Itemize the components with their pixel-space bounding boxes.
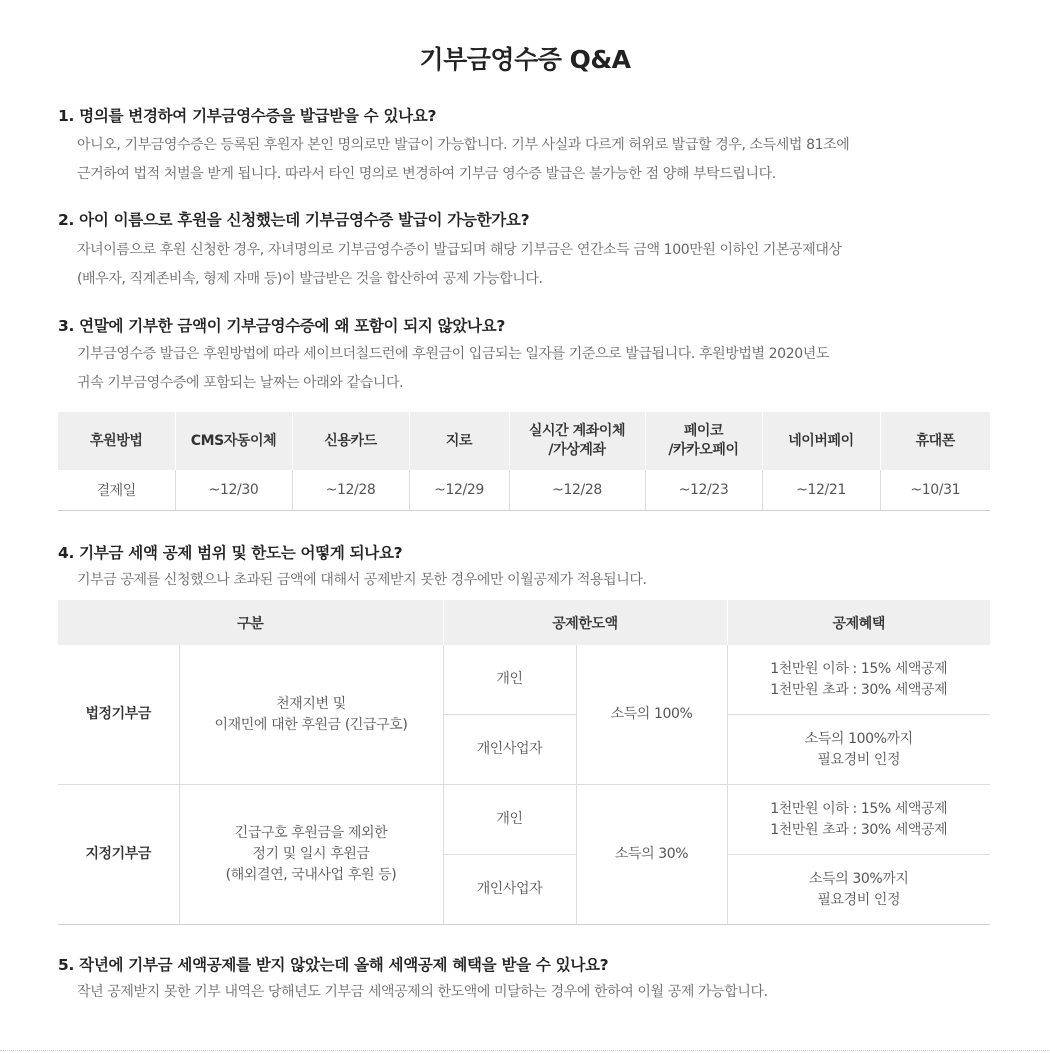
faq-answer-5 [77,978,997,1007]
answer-line: 귀속 기부금영수증에 포함되는 날짜는 아래와 같습니다. [77,375,404,391]
deduction-table-header: 공제혜택 [727,600,990,645]
payment-table-header-row [58,412,990,470]
deduction-type: 개인사업자 [443,855,576,925]
deduction-benefit: 소득의 100%까지 필요경비 인정 [727,715,990,785]
payment-table-cell: ~12/28 [292,470,409,511]
payment-table-cell: ~12/28 [509,470,645,511]
payment-table-header: CMS자동이체 [175,412,292,470]
page-title: 기부금영수증 Q&A [419,45,631,74]
table-row [58,470,990,511]
payment-table-cell: 결제일 [58,470,175,511]
payment-table-header: 페이코 /카카오페이 [645,412,762,470]
payment-date-table [58,412,990,511]
answer-line: 기부금 공제를 신청했으나 초과된 금액에 대해서 공제받지 못한 경우에만 이월공제가 적용됩니다. [77,572,647,588]
answer-line: (배우자, 직계존비속, 형제 자매 등)이 발급받은 것을 합산하여 공제 가능합니다. [77,271,543,287]
bottom-divider [0,1050,1050,1051]
deduction-benefit: 1천만원 이하 : 15% 세액공제 1천만원 초과 : 30% 세액공제 [727,645,990,715]
faq-question-3: 3. 연말에 기부한 금액이 기부금영수증에 왜 포함이 되지 않았나요? [58,317,506,335]
payment-table-cell: ~10/31 [880,470,990,511]
deduction-benefit: 소득의 30%까지 필요경비 인정 [727,855,990,925]
deduction-benefit: 1천만원 이하 : 15% 세액공제 1천만원 초과 : 30% 세액공제 [727,785,990,855]
deduction-type: 개인 [443,785,576,855]
faq-answer-1 [77,131,997,189]
deduction-category: 지정기부금 [58,785,179,925]
answer-line: 기부금영수증 발급은 후원방법에 따라 세이브더칠드런에 후원금이 입금되는 일자를 기준으로 발급됩니다. 후원방법별 2020년도 [77,346,829,362]
deduction-table-header-row [58,600,990,645]
faq-question-5: 5. 작년에 기부금 세액공제를 받지 않았는데 올해 세액공제 혜택을 받을 수 있나요? [58,956,609,974]
faq-answer-2 [77,236,997,294]
payment-table-cell: ~12/23 [645,470,762,511]
deduction-limit: 소득의 30% [576,785,727,925]
payment-table-cell: ~12/29 [409,470,509,511]
deduction-table-header: 구분 [58,600,443,645]
payment-table-cell: ~12/30 [175,470,292,511]
payment-table-header: 신용카드 [292,412,409,470]
deduction-table-header: 공제한도액 [443,600,727,645]
deduction-description: 긴급구호 후원금을 제외한 정기 및 일시 후원금 (해외결연, 국내사업 후원 등) [179,785,443,925]
deduction-type: 개인 [443,645,576,715]
payment-table-header: 휴대폰 [880,412,990,470]
answer-line: 아니오, 기부금영수증은 등록된 후원자 본인 명의로만 발급이 가능합니다. 기부 사실과 다르게 허위로 발급할 경우, 소득세법 81조에 [77,137,850,153]
answer-line: 근거하여 법적 처벌을 받게 됩니다. 따라서 타인 명의로 변경하여 기부금 영수증 발급은 불가능한 점 양해 부탁드립니다. [77,166,776,182]
payment-table-header: 네이버페이 [762,412,880,470]
deduction-limit: 소득의 100% [576,645,727,785]
faq-question-1: 1. 명의를 변경하여 기부금영수증을 발급받을 수 있나요? [58,107,437,125]
answer-line: 작년 공제받지 못한 기부 내역은 당해년도 기부금 세액공제의 한도액에 미달하는 경우에 한하여 이월 공제 가능합니다. [77,984,768,1000]
table-row [58,645,990,715]
deduction-type: 개인사업자 [443,715,576,785]
payment-table-header: 후원방법 [58,412,175,470]
table-row [58,785,990,855]
answer-line: 자녀이름으로 후원 신청한 경우, 자녀명의로 기부금영수증이 발급되며 해당 기부금은 연간소득 금액 100만원 이하인 기본공제대상 [77,242,842,258]
deduction-description: 천재지변 및 이재민에 대한 후원금 (긴급구호) [179,645,443,785]
faq-question-2: 2. 아이 이름으로 후원을 신청했는데 기부금영수증 발급이 가능한가요? [58,211,530,229]
faq-question-4: 4. 기부금 세액 공제 범위 및 한도는 어떻게 되나요? [58,544,403,562]
payment-table-cell: ~12/21 [762,470,880,511]
faq-answer-3 [77,340,997,398]
deduction-limit-table [58,600,990,925]
payment-table-header: 지로 [409,412,509,470]
payment-table-header: 실시간 계좌이체 /가상계좌 [509,412,645,470]
faq-answer-4 [77,566,997,595]
deduction-category: 법정기부금 [58,645,179,785]
